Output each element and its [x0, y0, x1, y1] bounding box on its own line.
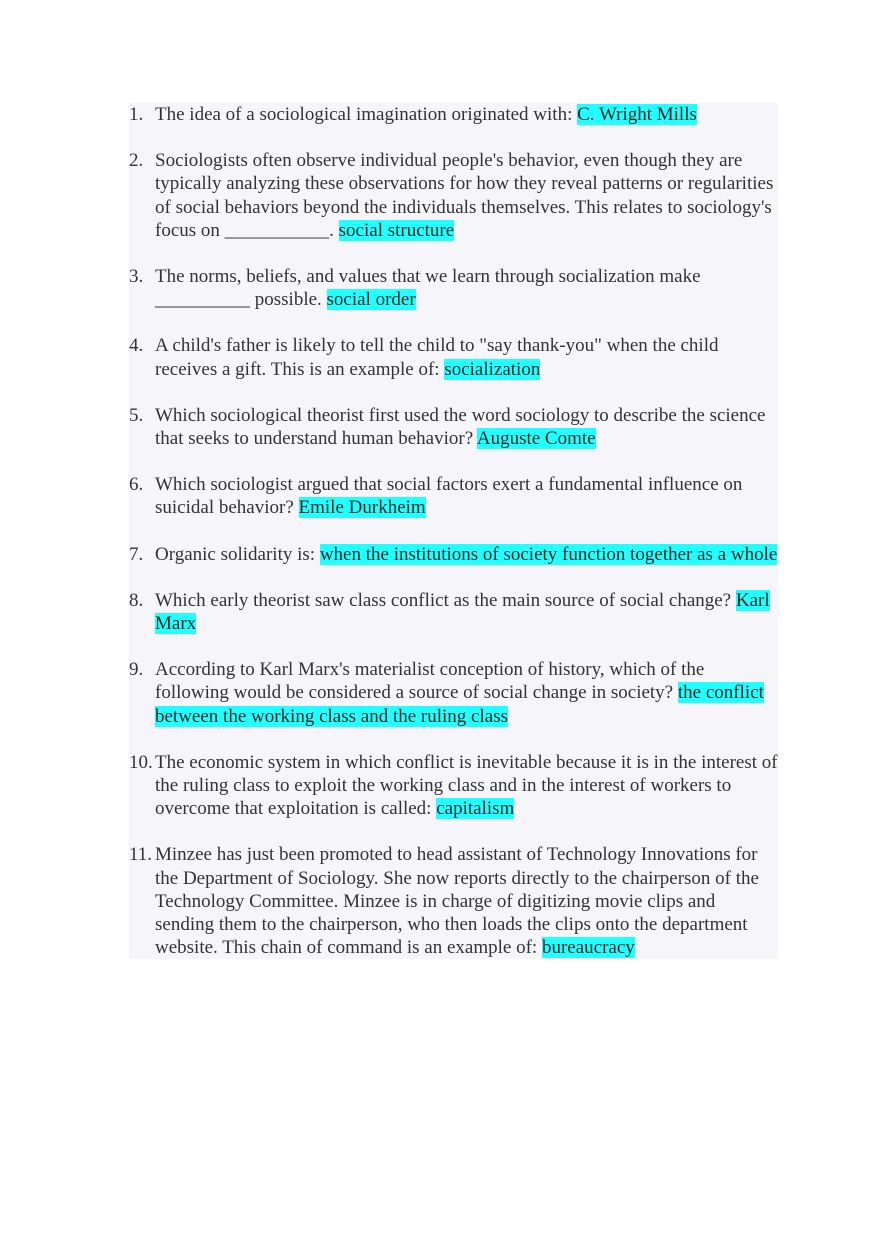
question-item	[129, 149, 778, 242]
question-text: Which sociologist argued that social factors exert a fundamental influence on suicidal behavior?	[155, 474, 743, 519]
question-text: Organic solidarity is:	[155, 543, 320, 565]
question-item	[129, 751, 778, 821]
question-number: 11.	[129, 844, 153, 866]
question-number: 8.	[129, 589, 144, 611]
question-text: A child's father is likely to tell the child to "say thank-you" when the child receives a gift. This is an example of:	[155, 335, 719, 380]
question-item	[129, 658, 778, 728]
highlighted-answer: Karl Marx	[155, 589, 770, 635]
highlighted-answer: Emile Durkheim	[298, 497, 426, 519]
highlighted-answer: bureaucracy	[541, 937, 635, 959]
question-item	[129, 589, 778, 635]
question-text: The idea of a sociological imagination originated with:	[155, 104, 578, 125]
highlighted-answer: when the institutions of society function together as a whole	[319, 543, 778, 565]
highlighted-answer: Auguste Comte	[476, 428, 596, 450]
question-text: Sociologists often observe individual people's behavior, even though they are typically analyzing these observations for how they reveal patterns or regularities of social behaviors beyond the individuals themselves. This relates to sociology's focus on ___________.	[155, 150, 774, 241]
question-item	[129, 404, 778, 450]
question-number: 10.	[129, 751, 153, 773]
question-number: 3.	[129, 266, 144, 288]
question-text: The norms, beliefs, and values that we learn through socialization make __________ possible.	[155, 266, 701, 311]
question-item	[129, 265, 778, 311]
highlighted-answer: socialization	[444, 358, 541, 380]
question-text: According to Karl Marx's materialist conception of history, which of the following would be considered a source of social change in society?	[155, 659, 705, 704]
question-text: Which early theorist saw class conflict as the main source of social change?	[155, 589, 736, 611]
question-list-panel	[129, 103, 778, 959]
question-text: Minzee has just been promoted to head assistant of Technology Innovations for the Department of Sociology. She now reports directly to the chairperson of the Technology Committee. Minzee is in charge of digitizing movie clips and sending them to the chairperson, who then loads the clips onto the department website. This chain of command is an example of:	[155, 844, 759, 959]
question-number: 2.	[129, 150, 144, 172]
question-item	[129, 473, 778, 519]
highlighted-answer: capitalism	[436, 798, 515, 820]
highlighted-answer: the conflict between the working class and the ruling class	[155, 682, 764, 727]
question-text: The economic system in which conflict is inevitable because it is in the interest of the ruling class to exploit the working class and in the interest of workers to overcome that exploitation is called:	[155, 751, 778, 820]
highlighted-answer: C. Wright Mills	[577, 104, 697, 125]
question-list	[129, 103, 778, 959]
question-number: 5.	[129, 404, 144, 426]
question-text: Which sociological theorist first used the word sociology to describe the science that seeks to understand human behavior?	[155, 404, 766, 450]
question-number: 1.	[129, 104, 144, 125]
question-number: 9.	[129, 659, 144, 681]
question-item	[129, 334, 778, 380]
question-item	[129, 843, 778, 959]
question-number: 7.	[129, 543, 144, 565]
question-item	[129, 543, 778, 566]
highlighted-answer: social structure	[338, 219, 455, 241]
highlighted-answer: social order	[326, 289, 416, 311]
question-item	[129, 103, 778, 126]
question-number: 6.	[129, 474, 144, 496]
question-number: 4.	[129, 335, 144, 357]
